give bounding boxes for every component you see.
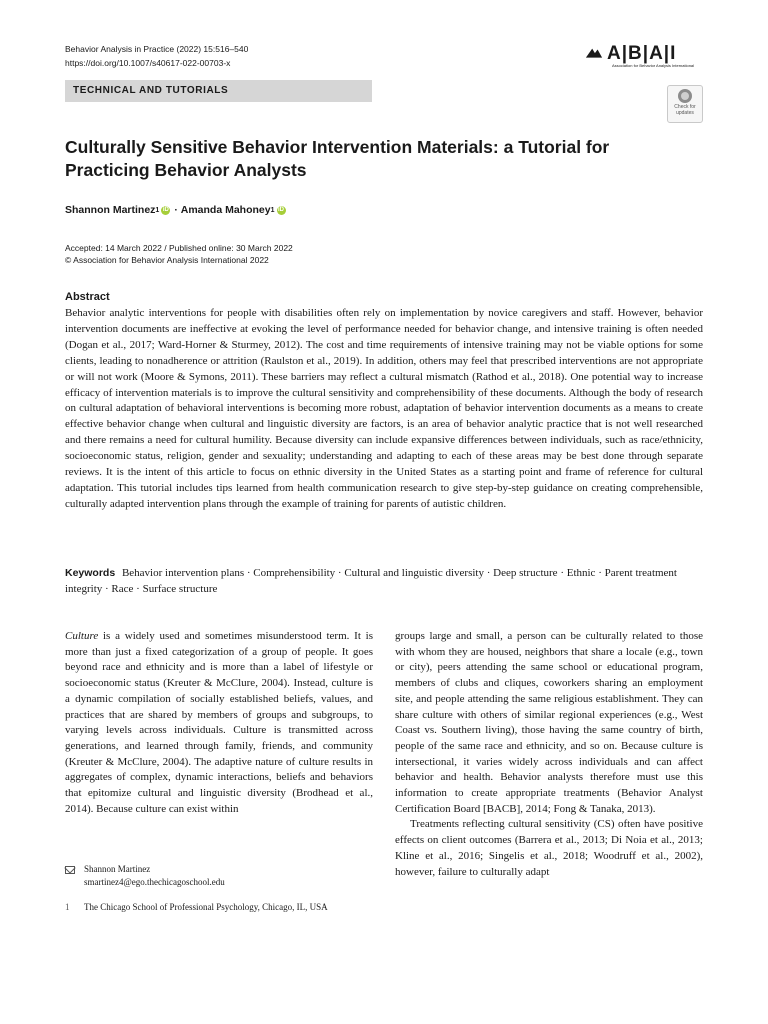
check-line1: Check for [674, 104, 696, 110]
abai-mark-icon [585, 45, 603, 63]
keywords-list: Behavior intervention plans · Comprehensibility · Cultural and linguistic diversity · Deep structure · Ethnic · Parent treatment integrity · Race · Surface structure [65, 567, 677, 595]
author-name[interactable]: Shannon Martinez [65, 204, 156, 216]
orcid-icon[interactable]: iD [162, 206, 169, 213]
article-title: Culturally Sensitive Behavior Intervention Materials: a Tutorial for Practicing Behavior Analysts [65, 137, 610, 180]
body-paragraph: is a widely used and sometimes misunderstood term. It is more than just a fixed categorization of a group of people. It goes beyond race and ethnicity and is more than a label of lifestyle or socioeconomic status (Kreuter & McClure, 2004). Instead, culture is a dynamic compilation of socially established beliefs, values, and practices that are shared by members of groups and subgroups, to varying levels across individuals. Culture is transmitted across generations, and learned through family, friends, and community (Kreuter & McClure, 2004). The adaptive nature of culture results in aggregates of complex, dynamic interactions, beliefs and behaviors that epitomize cultural and linguistic diversity (Brodhead et al., 2014). Because culture can exist within [65, 630, 373, 815]
affiliation-footnote [65, 901, 365, 914]
journal-header [65, 42, 248, 70]
check-line2: updates [676, 110, 694, 116]
section-label: TECHNICAL AND TUTORIALS [65, 80, 372, 102]
update-icon [678, 89, 692, 103]
culture-term: Culture [65, 630, 99, 642]
publication-dates [65, 242, 293, 266]
affiliation-number: 1 [65, 902, 70, 912]
envelope-icon [65, 866, 75, 874]
accepted-date: Accepted: 14 March 2022 [65, 243, 162, 253]
body-paragraph: Treatments reflecting cultural sensitivity (CS) often have positive effects on client outcomes (Barrera et al., 2013; Di Noia et al., 2013; Kline et al., 2016; Singelis et al., 2018; Woodruff et al., 2002), however, failure to culturally adapt [395, 818, 703, 878]
published-date: / Published online: 30 March 2022 [164, 243, 293, 253]
copyright: © Association for Behavior Analysis International 2022 [65, 255, 269, 265]
keywords [65, 566, 703, 598]
corresponding-author-footnote [65, 863, 225, 889]
author-separator: · [174, 204, 178, 216]
author-name[interactable]: Amanda Mahoney [180, 204, 271, 216]
abstract-heading: Abstract [65, 291, 110, 303]
logo-letters: A|B|A|I [607, 43, 677, 64]
body-column-right [395, 629, 703, 880]
corresponding-email[interactable]: smartinez4@ego.thechicagoschool.edu [84, 877, 225, 887]
abstract-text: Behavior analytic interventions for people with disabilities often rely on implementation by novice caregivers and staff. However, behavior intervention documents are ineffective at evoking the level of performance needed for behavior change, and intensive training is often needed (Dogan et al., 2017; Ward-Horner & Sturmey, 2012). The cost and time requirements of intensive training may not be viable options for some clients, leading to nonadherence or attrition (Raulston et al., 2019). In addition, others may feel that prescribed interventions are not appropriate or will not work (Moore & Symons, 2011). These barriers may reflect a cultural mismatch (Rathod et al., 2018). One potential way to increase efficacy of intervention materials is to improve the cultural sensitivity and comprehensibility of these documents. Although the body of research on cultural adaptation of behavioral interventions is becoming more robust, adaptation of behavior intervention documents as a means to create effective behavior change when cultural and linguistic diversity are factors, is an area of behavior analytic practice that is not well researched and there remains a need for cultural humility. Because diversity can include expansive differences between individuals, such as race/ethnicity, socioeconomic status, religion, gender and sexuality; understanding and adapting to each of these areas may be best done through separate reviews. It is the intent of this article to focus on ethnic diversity in the United States as a starting point and frame of reference for cultural adaptation. This tutorial includes tips learned from health communication research to give step-by-step guidance on creating comprehensible, culturally adapted intervention plans through the example of training for parents of autistic children. [65, 307, 703, 510]
abai-logo [585, 43, 705, 69]
orcid-icon[interactable]: iD [278, 206, 285, 213]
keywords-label: Keywords [65, 567, 116, 579]
body-column-left [65, 629, 373, 817]
logo-subtitle: Association for Behavior Analysis International [612, 63, 695, 68]
author-affiliation-sup: 1 [270, 206, 275, 214]
journal-citation: Behavior Analysis in Practice (2022) 15:516–540 [65, 44, 249, 54]
affiliation-text: The Chicago School of Professional Psychology, Chicago, IL, USA [84, 902, 328, 912]
check-for-updates-badge[interactable] [667, 85, 703, 123]
author-affiliation-sup: 1 [155, 206, 160, 214]
corresponding-name: Shannon Martinez [84, 864, 151, 874]
author-list [65, 204, 290, 216]
doi-link[interactable]: https://doi.org/10.1007/s40617-022-00703-x [65, 58, 231, 68]
body-paragraph: groups large and small, a person can be culturally related to those with whom they are housed, neighbors that share a locale (e.g., town or city), peers attending the same school or educational program, members of clubs and cliques, coworkers sharing an employment site, and people attending the same religious establishment. They can share culture with others of similar regional experiences (e.g., West Coast vs. Southern living), those having the same country of birth, people of the same race and ethnicity, and so on. Because culture is intersectional, it varies widely across individuals and can affect behavior and health. Behavior analysts therefore must use this information to create appropriate treatments (Behavior Analyst Certification Board [BACB], 2014; Fong & Tanaka, 2013). [395, 630, 703, 815]
